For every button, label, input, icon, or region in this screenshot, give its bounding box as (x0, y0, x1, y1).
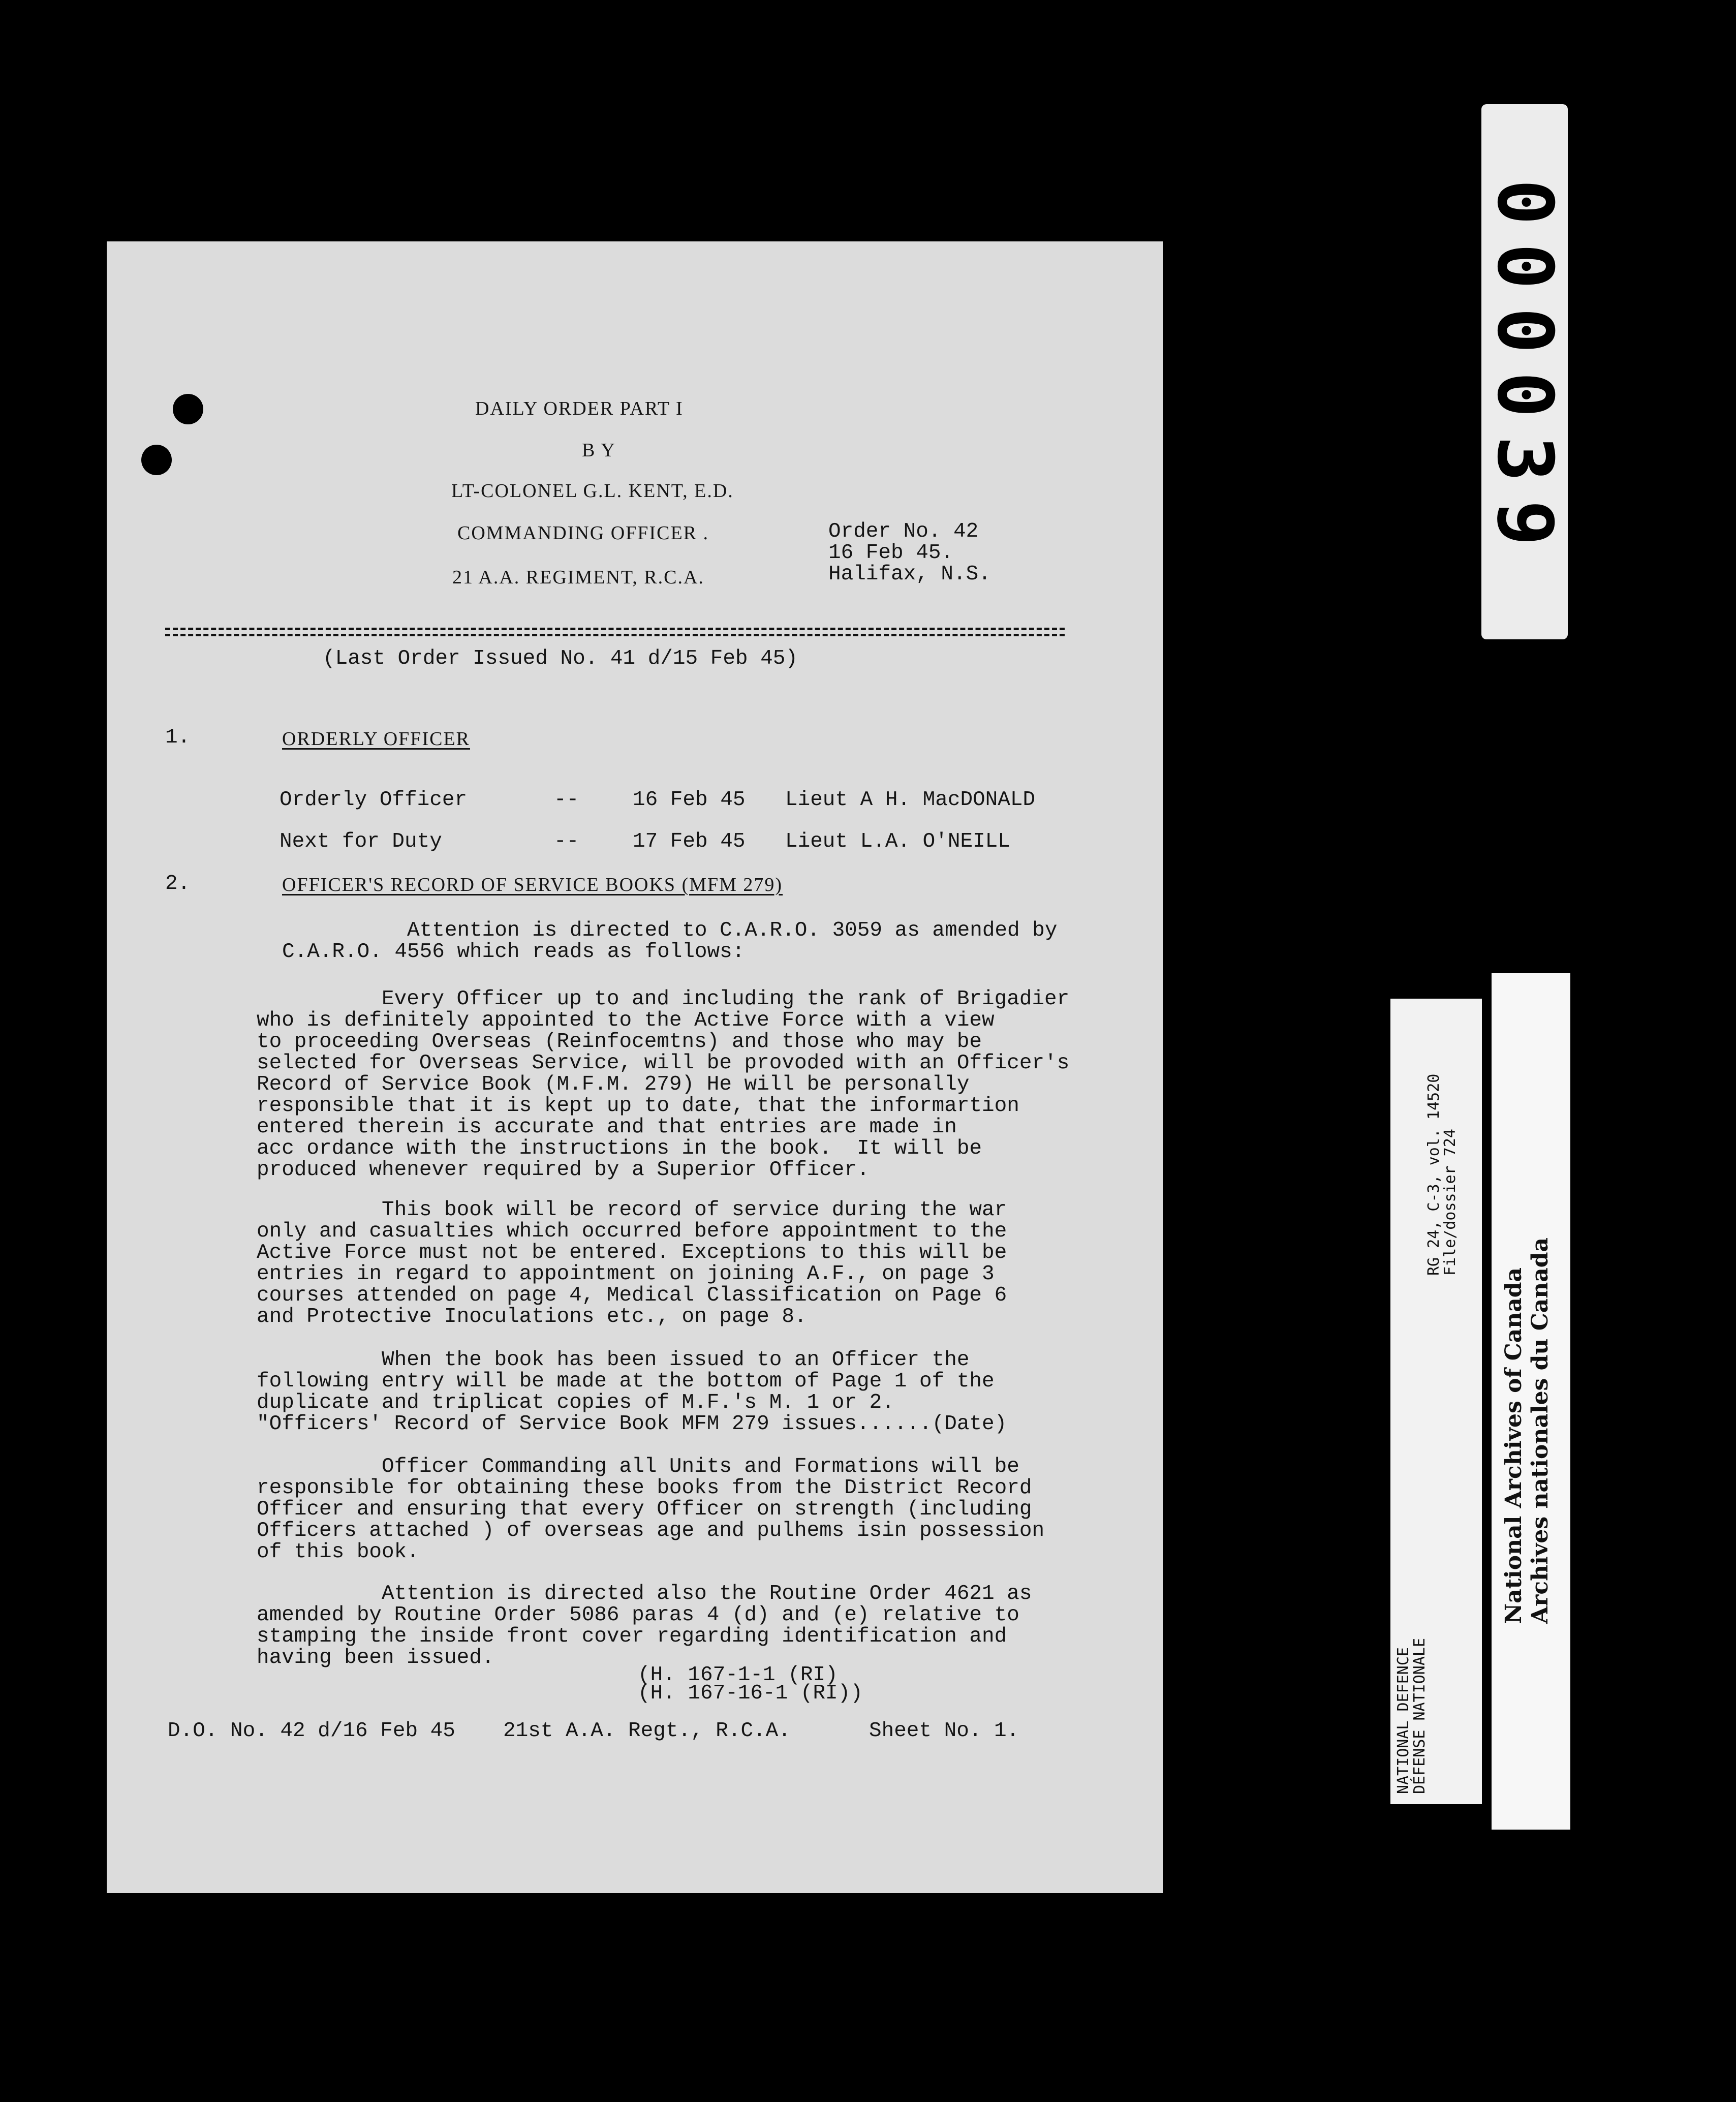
order-by: B Y (582, 440, 616, 461)
section-1-number: 1. (165, 726, 191, 749)
archives-name-fr: Archives nationales du Canada (1527, 1237, 1553, 1624)
frame-number: 000039 (1480, 179, 1569, 565)
order-title: DAILY ORDER PART I (475, 398, 684, 419)
section-2-number: 2. (165, 872, 191, 895)
last-order-note: (Last Order Issued No. 41 d/15 Feb 45) (323, 647, 798, 670)
punch-hole-bottom (141, 445, 172, 475)
duty-officer: Lieut L.A. O'NEILL (785, 830, 1010, 853)
section-1-heading: ORDERLY OFFICER (282, 728, 470, 750)
header-rule-top (165, 628, 1065, 630)
footer-order-ref: D.O. No. 42 d/16 Feb 45 (168, 1719, 455, 1743)
punch-hole-top (173, 394, 203, 424)
dept-name: NATIONAL DEFENCE (1394, 1647, 1412, 1794)
file-reference: (H. 167-1-1 (RI) (638, 1663, 838, 1687)
commanding-officer-name: LT-COLONEL G.L. KENT, E.D. (451, 480, 734, 502)
order-number: Order No. 42 (828, 520, 979, 543)
archives-name-en: National Archives of Canada (1501, 1267, 1527, 1624)
duty-date: 16 Feb 45 (633, 788, 746, 812)
regiment-name: 21 A.A. REGIMENT, R.C.A. (452, 567, 704, 588)
duty-date: 17 Feb 45 (633, 830, 746, 853)
duty-officer: Lieut A H. MacDONALD (785, 788, 1036, 812)
footer-sheet: Sheet No. 1. (869, 1719, 1019, 1743)
section-2-paragraph: When the book has been issued to an Officer the following entry will be made at the bottom of Page 1 of the duplicate and triplicat copies of M.F.'s M. 1 or 2. "Officers' Record of Service Book MFM 279 issues......(Date) (257, 1348, 1007, 1436)
duty-role: Orderly Officer (280, 788, 468, 812)
commanding-officer-role: COMMANDING OFFICER . (457, 522, 709, 544)
section-2-heading: OFFICER'S RECORD OF SERVICE BOOKS (MFM 279) (282, 874, 783, 895)
footer-unit: 21st A.A. Regt., R.C.A. (503, 1719, 791, 1743)
section-2-intro: Attention is directed to C.A.R.O. 3059 as amended by C.A.R.O. 4556 which reads as follows: (282, 919, 1058, 964)
section-2-paragraph: This book will be record of service during the war only and casualties which occurred before appointment to the Active Force must not be entered. Exceptions to this will be entries in regard to appointment on joining A.F., on page 3 courses attended on page 4, Medical Classification on Page 6 and Protective Inoculations etc., on page 8. (257, 1198, 1007, 1328)
header-rule-bottom (165, 634, 1065, 636)
duty-role: Next for Duty (280, 830, 442, 853)
record-group-ref: RG 24, C-3, vol. 14520 (1425, 1073, 1443, 1276)
order-place: Halifax, N.S. (828, 563, 991, 586)
document-page (107, 241, 1163, 1893)
order-date: 16 Feb 45. (828, 541, 954, 565)
duty-dash: -- (554, 830, 579, 853)
frame-counter-strip (1481, 104, 1568, 639)
national-archives-label (1492, 973, 1570, 1830)
duty-dash: -- (554, 788, 579, 812)
file-reference: (H. 167-16-1 (RI)) (638, 1682, 863, 1705)
section-2-paragraph: Every Officer up to and including the rank of Brigadier who is definitely appointed to the Active Force with a view to proceeding Overseas (Reinfocemtns) and those who may be selected for Overseas Service, will be provoded with an Officer's Record of Service Book (M.F.M. 279) He will be personally responsible that it is kept up to date, that the informartion entered therein is accurate and that entries are made in acc ordance with the instructions in the book. It will be produced whenever required by a Superior Officer. (257, 987, 1070, 1182)
section-2-paragraph: Attention is directed also the Routine Order 4621 as amended by Routine Order 5086 paras 4 (d) and (e) relative to stamping the inside front cover regarding identification and having been issued. (257, 1582, 1032, 1670)
section-2-paragraph: Officer Commanding all Units and Formations will be responsible for obtaining these books from the District Record Officer and ensuring that every Officer on strength (including Officers attached ) of overseas age and pulhems isin possession of this book. (257, 1455, 1045, 1564)
dept-name-fr: DÉFENSE NATIONALE (1411, 1637, 1429, 1794)
archive-reference-label (1390, 999, 1482, 1804)
file-dossier-ref: File/dossier 724 (1441, 1129, 1459, 1276)
